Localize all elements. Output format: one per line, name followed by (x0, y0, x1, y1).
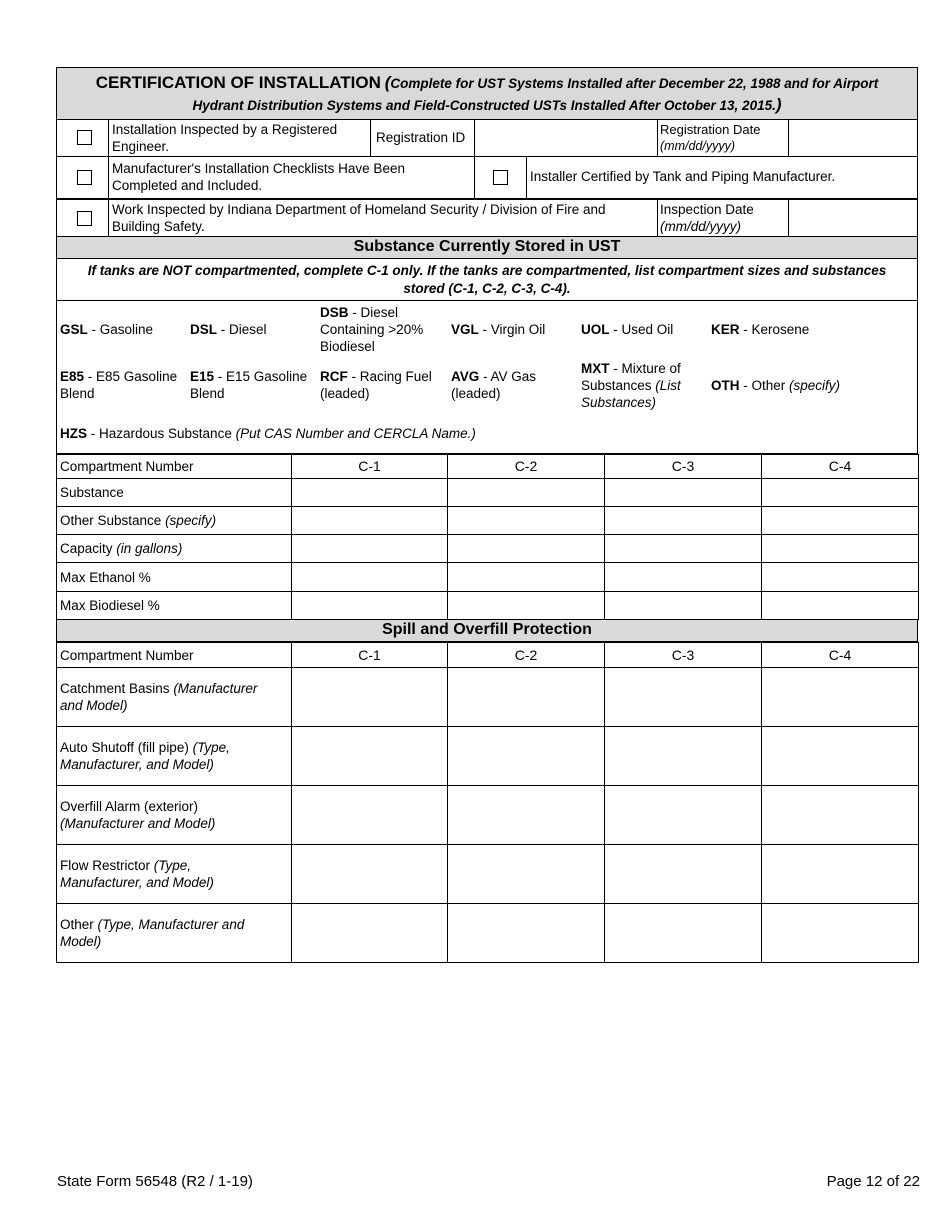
work-inspected-label: Work Inspected by Indiana Department of Homeland Security / Division of Fire and (112, 202, 606, 217)
code-dsb: DSB - Diesel Containing >20% Biodiesel (320, 305, 424, 354)
catchment-c3-field[interactable] (605, 668, 762, 727)
code-e15: E15 - E15 Gasoline Blend (190, 369, 308, 401)
certification-header: CERTIFICATION OF INSTALLATION (Complete for UST Systems Installed after December 22, 1988 and for Airport Hydrant Distribution Systems and Field-Constructed USTs Installed After October 13, 2015.) (56, 67, 918, 120)
auto-shutoff-c4-field[interactable] (762, 727, 919, 786)
table-row (57, 455, 919, 479)
compartment-header: C-3 (605, 643, 762, 668)
checklists-checkbox[interactable] (77, 170, 92, 185)
other-protection-c2-field[interactable] (448, 904, 605, 963)
other-protection-label: Other (Type, Manufacturer and Model) (57, 904, 292, 963)
code-e85: E85 - E85 Gasoline Blend (60, 369, 178, 401)
max-biodiesel-label: Max Biodiesel % (57, 592, 292, 620)
spill-table (56, 642, 919, 963)
registration-date-field[interactable] (789, 120, 917, 155)
auto-shutoff-c2-field[interactable] (448, 727, 605, 786)
other-substance-label: Other Substance (specify) (57, 507, 292, 535)
max-biodiesel-c4-field[interactable] (762, 592, 919, 620)
flow-restrictor-label: Flow Restrictor (Type, Manufacturer, and Model) (57, 845, 292, 904)
catchment-c4-field[interactable] (762, 668, 919, 727)
certification-subtitle-line2: Hydrant Distribution Systems and Field-Constructed USTs Installed After October 13, 2015. (192, 98, 776, 113)
code-vgl: VGL - Virgin Oil (451, 322, 546, 337)
capacity-c4-field[interactable] (762, 535, 919, 563)
table-row (57, 845, 919, 904)
code-oth: OTH - Other (specify) (711, 378, 841, 393)
spill-section-title: Spill and Overfill Protection (56, 620, 918, 642)
max-ethanol-label: Max Ethanol % (57, 563, 292, 592)
max-biodiesel-c2-field[interactable] (448, 592, 605, 620)
work-inspected-checkbox[interactable] (77, 211, 92, 226)
flow-restrictor-c4-field[interactable] (762, 845, 919, 904)
overfill-alarm-c2-field[interactable] (448, 786, 605, 845)
other-protection-c3-field[interactable] (605, 904, 762, 963)
substance-c4-field[interactable] (762, 479, 919, 507)
inspection-date-label: Inspection Date (660, 202, 754, 217)
other-protection-c1-field[interactable] (292, 904, 448, 963)
substance-instructions: If tanks are NOT compartmented, complete C-1 only. If the tanks are compartmented, list compartment sizes and substances stored (C-1, C-2, C-3, C-4). (56, 259, 918, 301)
table-row (57, 786, 919, 845)
compartment-header: C-3 (605, 455, 762, 479)
code-mxt: MXT - Mixture of Substances (List Substances) (581, 361, 681, 410)
registration-id-label: Registration ID (376, 130, 466, 145)
capacity-c1-field[interactable] (292, 535, 448, 563)
certification-title: CERTIFICATION OF INSTALLATION (95, 73, 381, 92)
other-substance-c4-field[interactable] (762, 507, 919, 535)
substance-codes-legend (56, 301, 918, 454)
compartment-header: C-1 (292, 643, 448, 668)
flow-restrictor-c1-field[interactable] (292, 845, 448, 904)
installer-certified-label: Installer Certified by Tank and Piping Manufacturer. (530, 169, 836, 184)
checklists-row: Manufacturer's Installation Checklists Have Been Completed and Included. Installer Certified by Tank and Piping Manufacturer. (56, 157, 918, 199)
flow-restrictor-c3-field[interactable] (605, 845, 762, 904)
inspection-date-field[interactable] (789, 200, 917, 236)
other-substance-c1-field[interactable] (292, 507, 448, 535)
max-ethanol-c1-field[interactable] (292, 563, 448, 592)
overfill-alarm-c4-field[interactable] (762, 786, 919, 845)
engineer-inspected-label: Installation Inspected by a Registered (112, 122, 338, 137)
substance-section-title: Substance Currently Stored in UST (56, 237, 918, 259)
table-row (57, 563, 919, 592)
registration-date-label: Registration Date (660, 122, 761, 137)
certification-subtitle-line1: Complete for UST Systems Installed after December 22, 1988 and for Airport (390, 76, 879, 91)
max-ethanol-c4-field[interactable] (762, 563, 919, 592)
substance-table (56, 454, 919, 620)
form-id: State Form 56548 (R2 / 1-19) (57, 1173, 253, 1190)
substance-c1-field[interactable] (292, 479, 448, 507)
overfill-alarm-c1-field[interactable] (292, 786, 448, 845)
other-protection-c4-field[interactable] (762, 904, 919, 963)
compartment-number-label: Compartment Number (57, 455, 292, 479)
checklists-label: Manufacturer's Installation Checklists Have Been (112, 161, 405, 176)
table-row (57, 668, 919, 727)
engineer-inspection-row: Installation Inspected by a Registered Engineer. Registration ID Registration Date (mm/dd/yyyy) (56, 120, 918, 157)
compartment-header: C-2 (448, 455, 605, 479)
table-row (57, 479, 919, 507)
other-substance-c2-field[interactable] (448, 507, 605, 535)
compartment-header: C-4 (762, 643, 919, 668)
code-avg: AVG - AV Gas (leaded) (451, 369, 537, 401)
installer-certified-checkbox[interactable] (493, 170, 508, 185)
table-row (57, 592, 919, 620)
table-row (57, 507, 919, 535)
capacity-c2-field[interactable] (448, 535, 605, 563)
spill-compartment-number-label: Compartment Number (57, 643, 292, 668)
code-ker: KER - Kerosene (711, 322, 810, 337)
table-row (57, 727, 919, 786)
compartment-header: C-4 (762, 455, 919, 479)
flow-restrictor-c2-field[interactable] (448, 845, 605, 904)
capacity-c3-field[interactable] (605, 535, 762, 563)
engineer-inspected-checkbox[interactable] (77, 130, 92, 145)
table-row (57, 904, 919, 963)
max-biodiesel-c1-field[interactable] (292, 592, 448, 620)
code-gsl: GSL - Gasoline (60, 322, 154, 337)
table-row (57, 643, 919, 668)
auto-shutoff-label: Auto Shutoff (fill pipe) (Type, Manufacturer, and Model) (57, 727, 292, 786)
overfill-alarm-c3-field[interactable] (605, 786, 762, 845)
capacity-label: Capacity (in gallons) (57, 535, 292, 563)
compartment-header: C-1 (292, 455, 448, 479)
substance-c2-field[interactable] (448, 479, 605, 507)
catchment-basins-label: Catchment Basins (Manufacturer and Model) (57, 668, 292, 727)
work-inspected-row: Work Inspected by Indiana Department of Homeland Security / Division of Fire and Building Safety. Inspection Date (mm/dd/yyyy) (56, 199, 918, 237)
other-substance-c3-field[interactable] (605, 507, 762, 535)
max-ethanol-c2-field[interactable] (448, 563, 605, 592)
code-rcf: RCF - Racing Fuel (leaded) (320, 369, 432, 401)
overfill-alarm-label: Overfill Alarm (exterior) (Manufacturer and Model) (57, 786, 292, 845)
page-number: Page 12 of 22 (826, 1173, 920, 1190)
form-sheet (56, 67, 918, 963)
table-row (57, 535, 919, 563)
auto-shutoff-c1-field[interactable] (292, 727, 448, 786)
code-uol: UOL - Used Oil (581, 322, 674, 337)
compartment-header: C-2 (448, 643, 605, 668)
substance-c3-field[interactable] (605, 479, 762, 507)
registration-id-field[interactable] (475, 120, 657, 155)
catchment-c2-field[interactable] (448, 668, 605, 727)
catchment-c1-field[interactable] (292, 668, 448, 727)
max-biodiesel-c3-field[interactable] (605, 592, 762, 620)
max-ethanol-c3-field[interactable] (605, 563, 762, 592)
code-dsl: DSL - Diesel (190, 322, 267, 337)
substance-label: Substance (57, 479, 292, 507)
auto-shutoff-c3-field[interactable] (605, 727, 762, 786)
code-hzs: HZS - Hazardous Substance (Put CAS Number and CERCLA Name.) (60, 426, 476, 441)
